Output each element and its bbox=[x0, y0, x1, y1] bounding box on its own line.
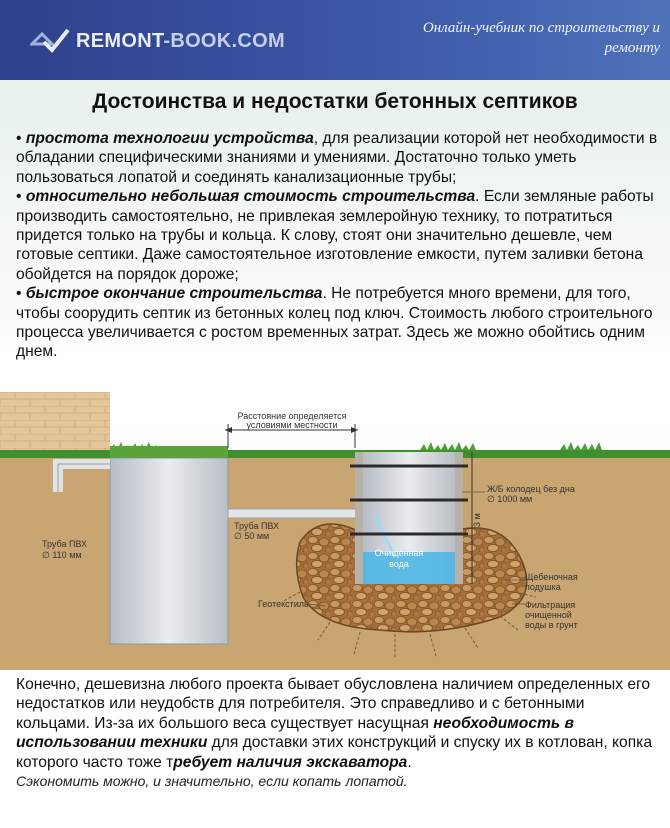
well-label-2: ∅ 1000 мм bbox=[487, 494, 533, 504]
bullet-emphasis: относительно небольшая стоимость строительства bbox=[25, 188, 476, 206]
bullet-text: , для реализации которой нет необходимости в обладании специфическими знаниями и умениями. Достаточно только уметь пользоваться лопатой и соединять канализационные трубы; bbox=[16, 130, 658, 186]
list-item bbox=[16, 284, 658, 362]
bullet-text: . Если земляные работы производить самостоятельно, не привлекая землеройную технику, то потратиться придется только на трубы и кольца. К слову, стоят они значительно дешевле, чем готовые септики. Даже самостоятельное изготовление емкости, путем заливки бетона обойдется на порядок дороже; bbox=[16, 188, 654, 283]
advantages-list bbox=[16, 129, 658, 362]
footer-emphasis-2: ребует наличия экскаватора bbox=[173, 753, 408, 771]
bullet-emphasis: простота технологии устройства bbox=[25, 130, 314, 147]
depth-label: 3 м bbox=[472, 513, 482, 527]
site-tagline: Онлайн-учебник по строительству и ремонту bbox=[422, 20, 660, 56]
bullet-marker: • bbox=[16, 188, 22, 206]
footer-note: Сэкономить можно, и значительно, если копать лопатой. bbox=[16, 773, 408, 790]
pipe-right-label-1: Труба ПВХ bbox=[234, 521, 280, 531]
filter-label-3: воды в грунт bbox=[525, 620, 578, 630]
pipe-left-label-1: Труба ПВХ bbox=[42, 539, 88, 549]
outlet-pipe bbox=[228, 509, 370, 518]
filter-label-1: Фильтрация bbox=[525, 600, 576, 610]
gravel-label-2: подушка bbox=[525, 582, 561, 592]
filter-label-2: очищенной bbox=[525, 610, 572, 620]
logo-text-b: -BOOK.COM bbox=[163, 30, 285, 52]
gravel-label-1: Щебеночная bbox=[525, 572, 578, 582]
septic-diagram bbox=[0, 392, 670, 670]
bullet-marker: • bbox=[16, 130, 22, 147]
site-logo[interactable] bbox=[76, 30, 285, 53]
site-header bbox=[0, 0, 670, 80]
list-item bbox=[16, 129, 658, 187]
footer-text bbox=[16, 675, 661, 791]
list-item bbox=[16, 187, 658, 284]
well-label-1: Ж/Б колодец без дна bbox=[487, 484, 575, 494]
footer-emphasis-1: необходимость в использовании техники bbox=[16, 714, 574, 752]
septic-tank bbox=[110, 458, 228, 644]
distance-label-2: условиями местности bbox=[246, 420, 338, 430]
footer-paragraph bbox=[16, 675, 661, 772]
footer-text-3: . bbox=[407, 753, 412, 771]
bullet-marker: • bbox=[16, 285, 22, 303]
footer-text-1: Конечно, дешевизна любого проекта бывает обусловлена наличием определенных его недостатков или неудобств для потребителя. Это справедливо и с бетонными кольцами. Из-за их большого веса существует насущная bbox=[16, 676, 651, 732]
distance-label-1: Расстояние определяется bbox=[237, 411, 347, 421]
water-label-2: вода bbox=[389, 559, 409, 569]
tank-lid bbox=[110, 446, 228, 458]
grass-strip bbox=[0, 450, 670, 458]
geotextile-label: Геотекстиль bbox=[258, 599, 309, 609]
page-title: Достоинства и недостатки бетонных септиков bbox=[92, 90, 578, 113]
water-label-1: Очищенная bbox=[374, 548, 424, 558]
house-check-icon bbox=[30, 26, 70, 54]
pipe-left-label-2: ∅ 110 мм bbox=[42, 550, 82, 560]
house-wall bbox=[0, 392, 110, 454]
bullet-text: . Не потребуется много времени, для того, чтобы соорудить септик из бетонных колец под ключ. Стоимость любого строительного процесса увеличивается с ростом временных затрат. Здесь же можно обойтись одним днем. bbox=[16, 285, 653, 361]
bullet-emphasis: быстрое окончание строительства bbox=[25, 285, 323, 303]
footer-text-2: для доставки этих конструкций и спуску их в котлован, копка которого часто тоже т bbox=[16, 734, 652, 771]
pipe-right-label-2: ∅ 50 мм bbox=[234, 531, 270, 541]
logo-text-a: REMONT bbox=[76, 30, 164, 52]
